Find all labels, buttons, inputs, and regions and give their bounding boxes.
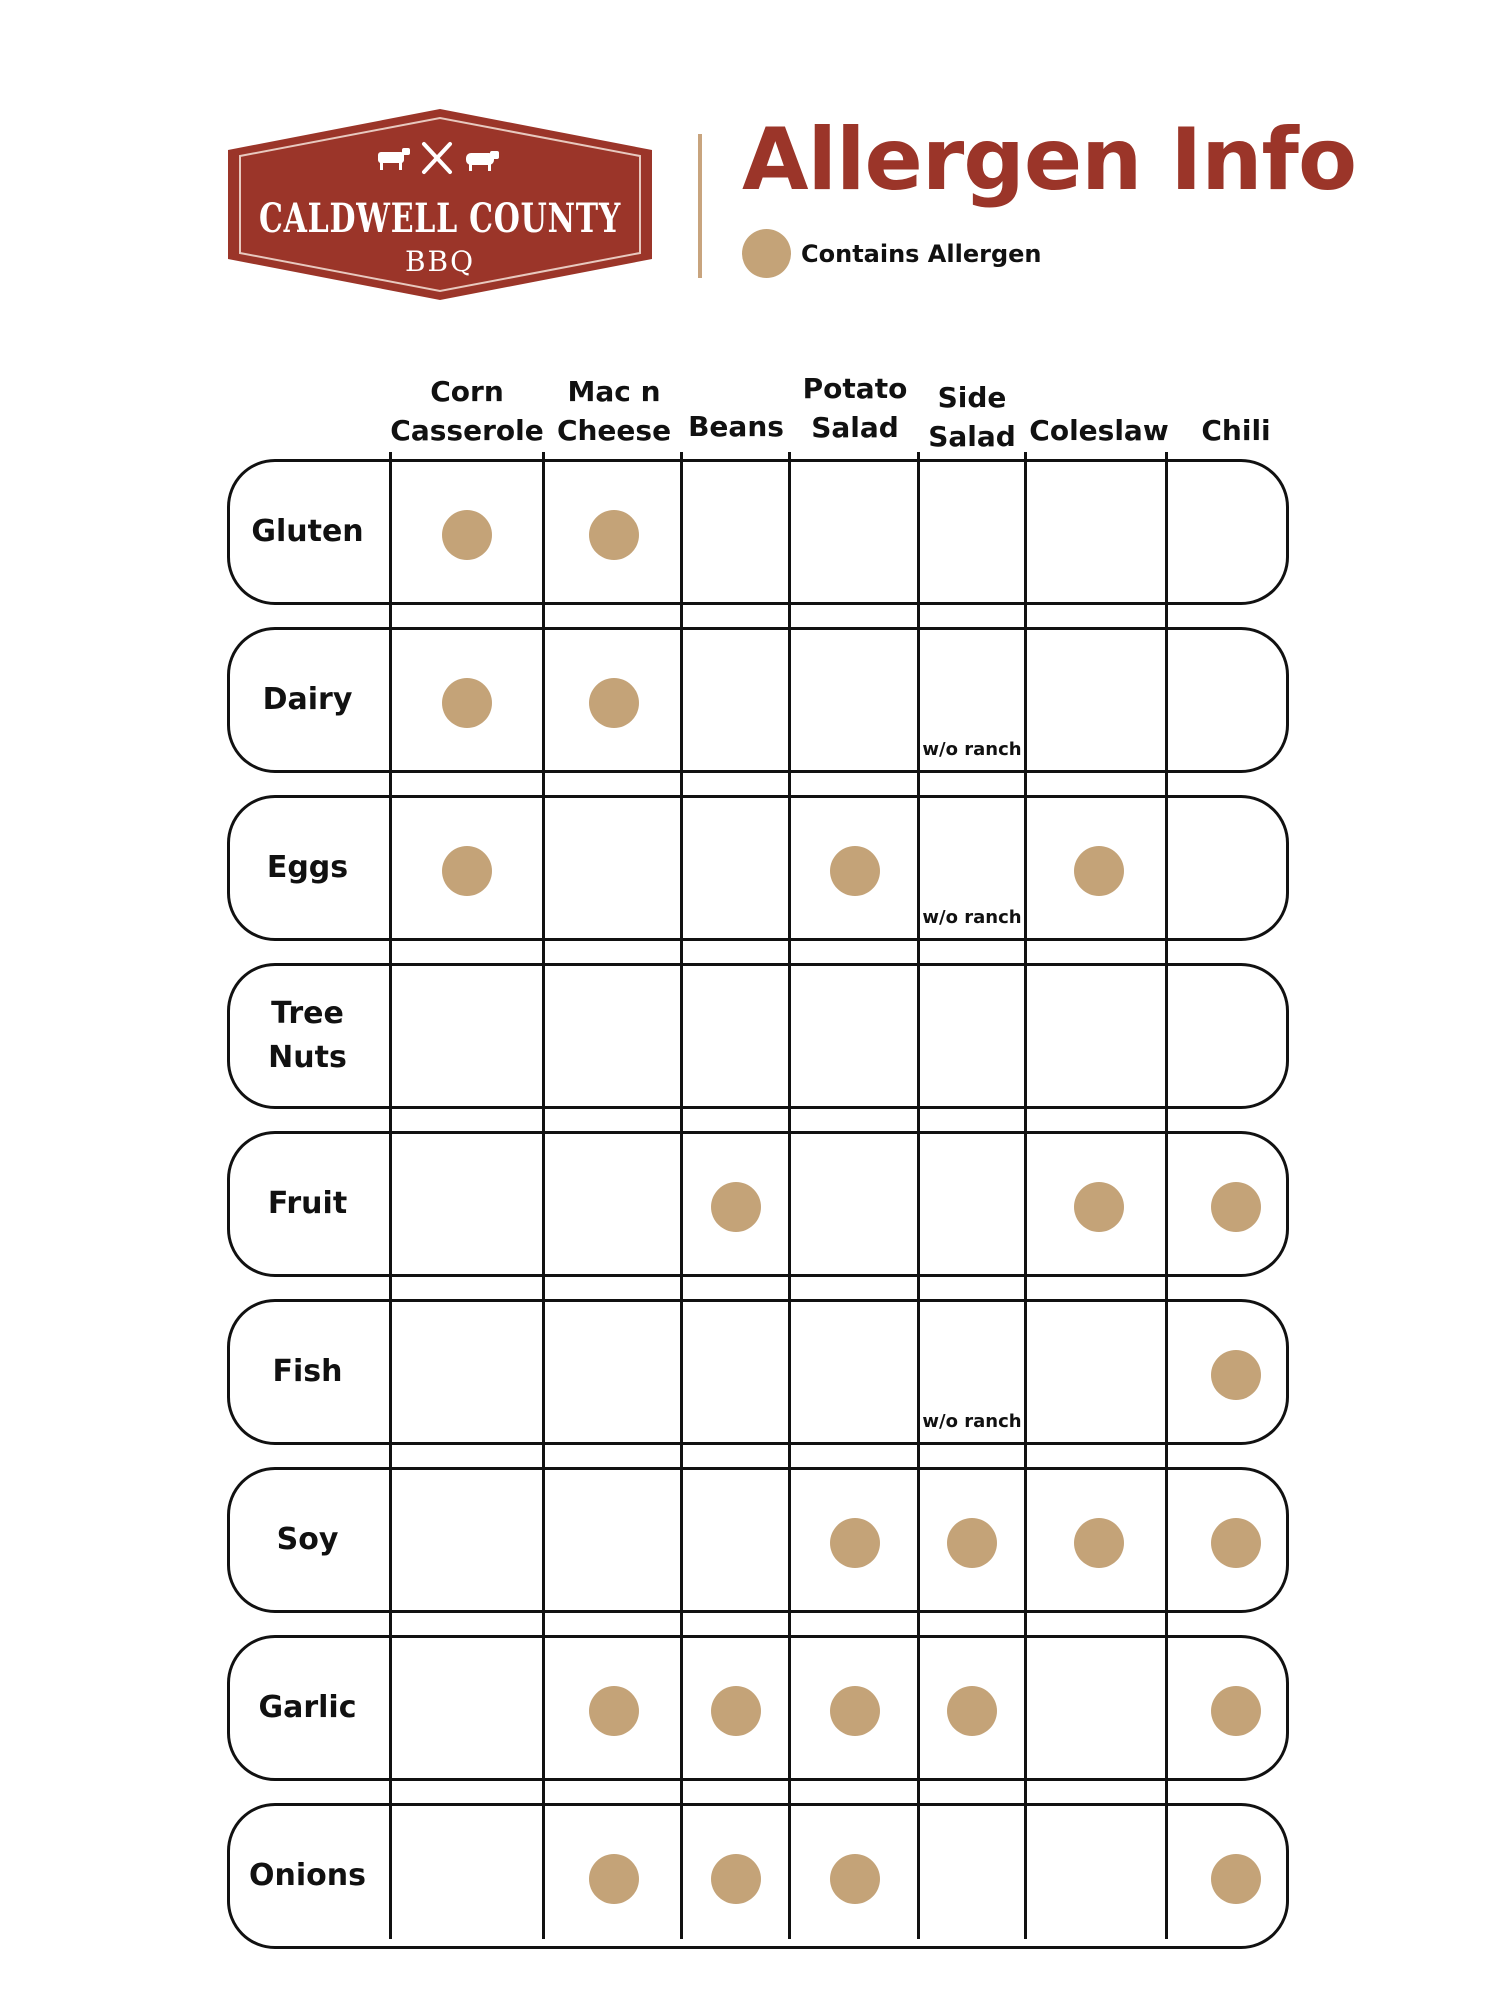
row-label-gluten — [227, 459, 388, 605]
allergen-dot-fruit-beans — [711, 1182, 761, 1232]
row-label-line: Soy — [276, 1522, 339, 1557]
allergen-dot-soy-side-salad — [947, 1518, 997, 1568]
column-header-line: Beans — [688, 410, 784, 443]
column-divider — [917, 452, 920, 1939]
logo-sub: BBQ — [404, 245, 476, 278]
side-salad-note: w/o ranch — [922, 907, 1022, 928]
allergen-dot-fruit-coleslaw — [1074, 1182, 1124, 1232]
allergen-dot-garlic-mac-n-cheese — [589, 1686, 639, 1736]
row-label-fish — [227, 1299, 388, 1445]
column-header-line: Side — [937, 381, 1007, 414]
column-header-line: Chili — [1201, 414, 1271, 447]
column-divider — [1024, 452, 1027, 1939]
column-header-line: Mac n — [567, 375, 661, 408]
column-header-line: Salad — [928, 420, 1016, 453]
column-header-line: Coleslaw — [1029, 414, 1169, 447]
row-label-line: Eggs — [266, 850, 349, 885]
allergen-dot-onions-potato-salad — [830, 1854, 880, 1904]
legend — [742, 229, 1042, 278]
allergen-dot-eggs-coleslaw — [1074, 846, 1124, 896]
column-header-line: Cheese — [556, 414, 672, 447]
column-header-line: Corn — [430, 375, 504, 408]
allergen-dot-fruit-chili — [1211, 1182, 1261, 1232]
column-header-beans — [688, 407, 784, 446]
logo-name: CALDWELL COUNTY — [259, 195, 621, 242]
allergen-dot-soy-chili — [1211, 1518, 1261, 1568]
row-label-line: Tree — [271, 996, 344, 1031]
allergen-dot-gluten-mac-n-cheese — [589, 510, 639, 560]
column-header-corn-casserole — [390, 372, 543, 450]
allergen-dot-garlic-beans — [711, 1686, 761, 1736]
row-label-line: Nuts — [268, 1040, 347, 1075]
row-label-soy — [227, 1467, 388, 1613]
allergen-dot-eggs-corn-casserole — [442, 846, 492, 896]
caldwell-county-bbq-logo — [224, 106, 656, 306]
allergen-dot-dairy-mac-n-cheese — [589, 678, 639, 728]
column-header-mac-n-cheese — [557, 372, 671, 450]
allergen-dot-soy-potato-salad — [830, 1518, 880, 1568]
column-header-coleslaw — [1029, 411, 1168, 450]
column-header-potato-salad — [803, 369, 908, 447]
column-header-chili — [1201, 411, 1270, 450]
row-label-line: Onions — [249, 1858, 366, 1893]
row-label-garlic — [227, 1635, 388, 1781]
column-header-line: Casserole — [390, 414, 544, 447]
column-divider — [680, 452, 683, 1939]
column-header-line: Salad — [811, 411, 899, 444]
row-label-dairy — [227, 627, 388, 773]
allergen-dot-fish-chili — [1211, 1350, 1261, 1400]
legend-label: Contains Allergen — [801, 239, 1042, 268]
column-divider — [389, 452, 392, 1939]
column-divider — [788, 452, 791, 1939]
column-divider — [1165, 452, 1168, 1939]
row-label-fruit — [227, 1131, 388, 1277]
allergen-dot-onions-chili — [1211, 1854, 1261, 1904]
allergen-dot-onions-mac-n-cheese — [589, 1854, 639, 1904]
allergen-dot-garlic-potato-salad — [830, 1686, 880, 1736]
allergen-dot-dairy-corn-casserole — [442, 678, 492, 728]
row-label-onions — [227, 1803, 388, 1949]
allergen-dot-gluten-corn-casserole — [442, 510, 492, 560]
allergen-dot-onions-beans — [711, 1854, 761, 1904]
row-label-tree-nuts — [227, 963, 388, 1109]
allergen-dot-soy-coleslaw — [1074, 1518, 1124, 1568]
column-header-line: Potato — [802, 372, 908, 405]
column-header-side-salad — [928, 378, 1016, 456]
allergen-dot-garlic-chili — [1211, 1686, 1261, 1736]
row-label-eggs — [227, 795, 388, 941]
header-divider — [698, 134, 702, 278]
row-label-line: Fish — [272, 1354, 343, 1389]
column-divider — [542, 452, 545, 1939]
page-title: Allergen Info — [742, 110, 1357, 210]
legend-dot-icon — [742, 229, 791, 278]
row-label-line: Dairy — [262, 682, 353, 717]
side-salad-note: w/o ranch — [922, 739, 1022, 760]
allergen-dot-garlic-side-salad — [947, 1686, 997, 1736]
row-label-line: Garlic — [258, 1690, 357, 1725]
side-salad-note: w/o ranch — [922, 1411, 1022, 1432]
row-label-line: Fruit — [267, 1186, 348, 1221]
allergen-dot-eggs-potato-salad — [830, 846, 880, 896]
row-label-line: Gluten — [251, 514, 364, 549]
